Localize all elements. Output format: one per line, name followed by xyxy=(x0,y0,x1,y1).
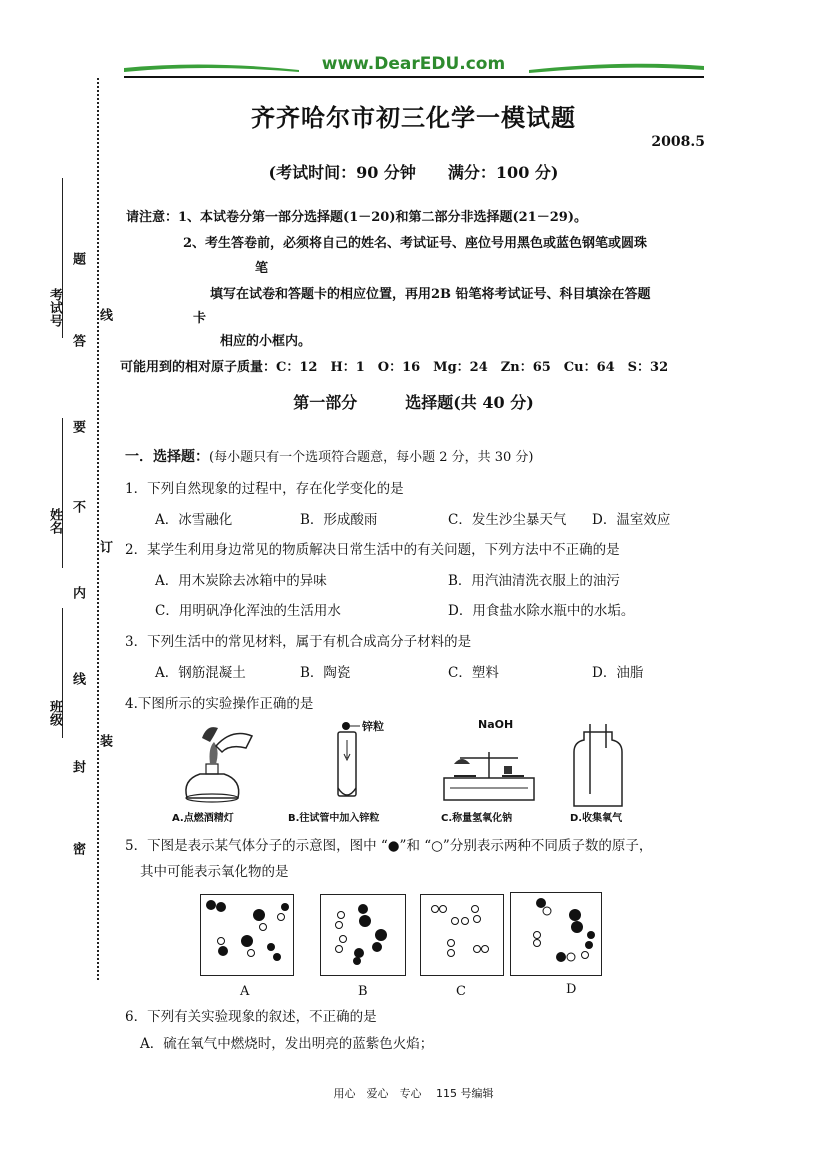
molecule-diagram-a xyxy=(201,895,293,975)
q4-caption-d: D.收集氧气 xyxy=(570,813,623,824)
q3-option-c: C．塑料 xyxy=(448,665,499,681)
molecule-box-b xyxy=(320,894,406,976)
box-label-d: D xyxy=(566,982,577,997)
atomic-masses: 可能用到的相对原子质量：C：12 H：1 O：16 Mg：24 Zn：65 Cu：64 S：32 xyxy=(120,360,669,375)
q2-option-a: A．用木炭除去冰箱中的异味 xyxy=(155,573,327,589)
molecule-diagram-c xyxy=(421,895,503,975)
exam-date: 2008.5 xyxy=(651,134,705,150)
label-yao: 要 xyxy=(70,420,85,433)
molecule-diagram-d xyxy=(511,893,601,975)
label-feng: 封 xyxy=(70,760,85,773)
binding-line xyxy=(97,78,99,980)
q1-option-c: C．发生沙尘暴天气 xyxy=(448,512,567,528)
q1-option-d: D．温室效应 xyxy=(592,512,671,528)
q4-stem: 4.下图所示的实验操作正确的是 xyxy=(125,696,314,712)
q3-option-a: A．钢筋混凝土 xyxy=(155,665,246,681)
label-banji: 班级 xyxy=(47,700,62,726)
alcohol-lamp-figure xyxy=(172,718,262,808)
note-1: 请注意：1、本试卷分第一部分选择题(1－20)和第二部分非选择题(21－29)。 xyxy=(126,210,587,225)
label-ding: 订 xyxy=(97,540,112,553)
balance-figure xyxy=(440,718,540,808)
q1-stem: 1．下列自然现象的过程中，存在化学变化的是 xyxy=(125,481,404,497)
q4-caption-b: B.往试管中加入锌粒 xyxy=(288,813,380,824)
q2-option-b: B．用汽油清洗衣服上的油污 xyxy=(448,573,620,589)
footer: 用心 爱心 专心 115 号编辑 xyxy=(333,1087,494,1100)
q1-option-a: A．冰雪融化 xyxy=(155,512,233,528)
section-1-label: 一．选择题： xyxy=(125,449,209,465)
note-2b: 笔 xyxy=(255,261,269,276)
q1-option-b: B．形成酸雨 xyxy=(300,512,378,528)
label-bu: 不 xyxy=(70,500,85,513)
q2-option-d: D．用食盐水除水瓶中的水垢。 xyxy=(448,603,635,619)
xingming-blank xyxy=(62,418,63,568)
q3-stem: 3．下列生活中的常见材料，属于有机合成高分子材料的是 xyxy=(125,634,472,650)
q4-caption-c: C.称量氢氧化钠 xyxy=(441,813,513,824)
label-zinc: 锌粒 xyxy=(362,720,384,733)
note-2c: 填写在试卷和答题卡的相应位置，再用2B 铅笔将考试证号、科目填涂在答题 xyxy=(210,287,651,302)
note-2d: 卡 xyxy=(193,311,207,326)
note-2a: 2、考生答卷前，必须将自己的姓名、考试证号、座位号用黑色或蓝色钢笔或圆珠 xyxy=(183,236,648,251)
molecule-box-c xyxy=(420,894,504,976)
q5-stem-line1: 5．下图是表示某气体分子的示意图，图中 “●”和 “○”分别表示两种不同质子数的原子， xyxy=(125,838,653,854)
q2-option-c: C．用明矾净化浑浊的生活用水 xyxy=(155,603,341,619)
molecule-box-d xyxy=(510,892,602,976)
q3-option-b: B．陶瓷 xyxy=(300,665,351,681)
exam-info: (考试时间：90 分钟 满分：100 分) xyxy=(268,163,559,182)
molecule-box-a xyxy=(200,894,294,976)
gas-bottle-figure xyxy=(568,722,628,808)
note-2e: 相应的小框内。 xyxy=(220,334,312,349)
label-naoh: NaOH xyxy=(478,718,514,731)
q6-option-a: A．硫在氧气中燃烧时，发出明亮的蓝紫色火焰； xyxy=(140,1036,434,1052)
box-label-c: C xyxy=(456,984,466,999)
q4-caption-a: A.点燃酒精灯 xyxy=(172,813,234,824)
section-1-desc: (每小题只有一个选项符合题意，每小题 2 分，共 30 分) xyxy=(209,450,534,465)
q2-stem: 2．某学生利用身边常见的物质解决日常生活中的有关问题，下列方法中不正确的是 xyxy=(125,542,620,558)
label-mi: 密 xyxy=(70,842,85,855)
label-xian-top: 线 xyxy=(97,308,112,321)
section-1-heading xyxy=(125,446,534,466)
q5-stem-line2: 其中可能表示氧化物的是 xyxy=(140,864,289,880)
label-xian-mid: 线 xyxy=(70,672,85,685)
q3-option-d: D．油脂 xyxy=(592,665,644,681)
site-url: www.DearEDU.com xyxy=(321,54,506,74)
page-title: 齐齐哈尔市初三化学一模试题 xyxy=(251,103,576,132)
label-xingming: 姓名 xyxy=(47,508,62,534)
label-ti: 题 xyxy=(70,252,85,265)
box-label-a: A xyxy=(240,984,250,999)
label-kaoshihao: 考试号 xyxy=(47,288,62,327)
box-label-b: B xyxy=(358,984,368,999)
label-nei: 内 xyxy=(70,586,85,599)
label-zhuang: 装 xyxy=(97,734,112,747)
q6-stem: 6．下列有关实验现象的叙述，不正确的是 xyxy=(125,1009,377,1025)
part-1-heading: 第一部分 选择题(共 40 分) xyxy=(293,393,534,412)
label-da: 答 xyxy=(70,334,85,347)
molecule-diagram-b xyxy=(321,895,405,975)
